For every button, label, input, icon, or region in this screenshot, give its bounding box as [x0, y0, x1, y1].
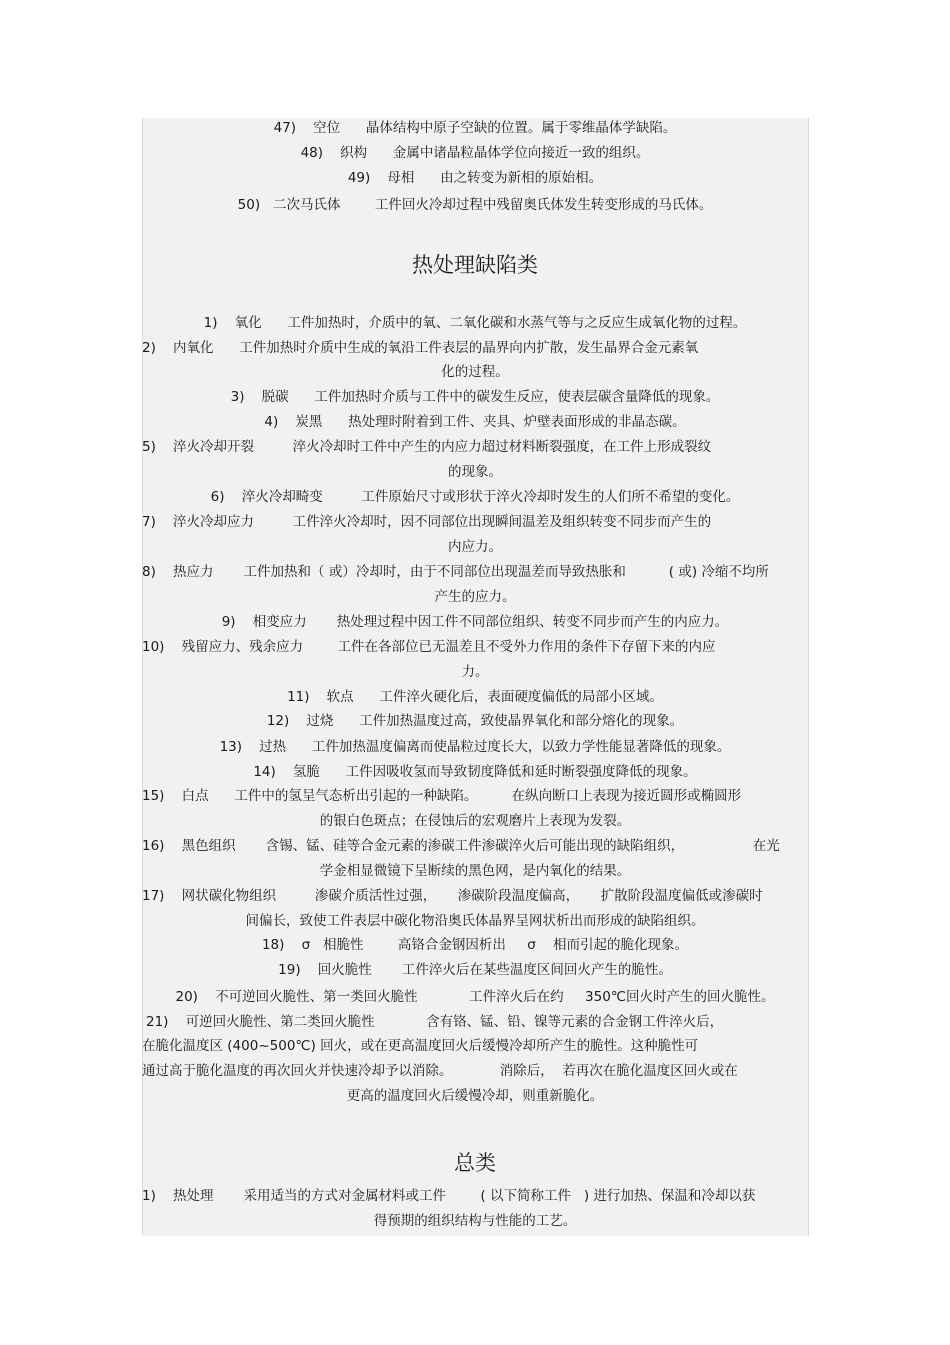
- defect-line: 通过高于脆化温度的再次回火并快速冷却予以消除。 消除后， 若再次在脆化温度区回火或在: [142, 1063, 738, 1079]
- defect-line: 更高的温度回火后缓慢冷却，则重新脆化。: [346, 1088, 604, 1104]
- defect-line: 力。: [461, 664, 489, 680]
- defect-line: 9) 相变应力 热处理过程中因工件不同部位组织、转变不同步而产生的内应力。: [221, 614, 729, 630]
- defect-line: 13) 过热 工件加热温度偏离而使晶粒过度长大，以致力学性能显著降低的现象。: [219, 739, 731, 755]
- defect-line: 10) 残留应力、残余应力 工件在各部位已无温差且不受外力作用的条件下存留下来的内应: [142, 639, 716, 655]
- defect-line: 在脆化温度区 (400~500℃) 回火，或在更高温度回火后缓慢冷却所产生的脆性。这种脆性可: [142, 1038, 699, 1054]
- general-line: 得预期的组织结构与性能的工艺。: [373, 1213, 577, 1229]
- defect-line: 8) 热应力 工件加热和（ 或）冷却时，由于不同部位出现温差而导致热胀和 ( 或) 冷缩不均所: [142, 564, 769, 580]
- defect-line: 19) 回火脆性 工件淬火后在某些温度区间回火产生的脆性。: [278, 962, 672, 978]
- entry-49: 49) 母相 由之转变为新相的原始相。: [347, 170, 603, 186]
- entry-50: 50) 二次马氏体 工件回火冷却过程中残留奥氏体发生转变形成的马氏体。: [237, 197, 713, 213]
- defect-line: 5) 淬火冷却开裂 淬火冷却时工件中产生的内应力超过材料断裂强度，在工件上形成裂纹: [142, 439, 712, 455]
- defect-line: 4) 炭黑 热处理时附着到工件、夹具、炉壁表面形成的非晶态碳。: [264, 414, 686, 430]
- defect-line: 内应力。: [448, 539, 502, 555]
- defect-line: 间偏长，致使工件表层中碳化物沿奥氏体晶界呈网状析出而形成的缺陷组织。: [245, 913, 705, 929]
- defect-line: 12) 过烧 工件加热温度过高，致使晶界氧化和部分熔化的现象。: [266, 713, 684, 729]
- defect-line: 14) 氢脆 工件因吸收氢而导致韧度降低和延时断裂强度降低的现象。: [253, 764, 697, 780]
- entry-48: 48) 织构 金属中诸晶粒晶体学位向接近一致的组织。: [300, 145, 650, 161]
- defect-line: 产生的应力。: [434, 589, 516, 605]
- defect-line: 的银白色斑点；在侵蚀后的宏观磨片上表现为发裂。: [319, 813, 631, 829]
- section-heading-defects: 热处理缺陷类: [412, 253, 538, 277]
- defect-line: 6) 淬火冷却畸变 工件原始尺寸或形状于淬火冷却时发生的人们所不希望的变化。: [210, 489, 740, 505]
- general-line: 1) 热处理 采用适当的方式对金属材料或工件 ( 以下简称工件 ) 进行加热、保温和冷却以获: [142, 1188, 756, 1204]
- defect-line: 3) 脱碳 工件加热时介质与工件中的碳发生反应，使表层碳含量降低的现象。: [230, 389, 720, 405]
- defect-line: 7) 淬火冷却应力 工件淬火冷却时，因不同部位出现瞬间温差及组织转变不同步而产生的: [142, 514, 712, 530]
- defect-line: 21) 可逆回火脆性、第二类回火脆性 含有铬、锰、铅、镍等元素的合金钢工件淬火后，: [146, 1014, 724, 1030]
- defect-line: 17) 网状碳化物组织 渗碳介质活性过强， 渗碳阶段温度偏高， 扩散阶段温度偏低或渗碳时: [142, 888, 763, 904]
- defect-line: 11) 软点 工件淬火硬化后，表面硬度偏低的局部小区域。: [287, 689, 663, 705]
- defect-line: 1) 氧化 工件加热时，介质中的氧、二氧化碳和水蒸气等与之反应生成氧化物的过程。: [203, 315, 747, 331]
- defect-line: 16) 黑色组织 含锡、锰、硅等合金元素的渗碳工件渗碳淬火后可能出现的缺陷组织， 在光: [142, 838, 780, 854]
- entry-47: 47) 空位 晶体结构中原子空缺的位置。属于零维晶体学缺陷。: [273, 120, 677, 136]
- defect-line: 20) 不可逆回火脆性、第一类回火脆性 工件淬火后在约 350℃回火时产生的回火脆性。: [175, 989, 775, 1005]
- defect-line: 学金相显微镜下呈断续的黑色网，是内氧化的结果。: [319, 863, 631, 879]
- section-heading-general: 总类: [454, 1151, 496, 1175]
- defect-line: 15) 白点 工件中的氢呈气态析出引起的一种缺陷。 在纵向断口上表现为接近圆形或椭圆形: [142, 788, 742, 804]
- defect-line: 18) σ 相脆性 高铬合金钢因析出 σ 相而引起的脆化现象。: [261, 937, 689, 953]
- defect-line: 化的过程。: [441, 364, 509, 380]
- defect-line: 的现象。: [448, 464, 502, 480]
- defect-line: 2) 内氧化 工件加热时介质中生成的氧沿工件表层的晶界向内扩散，发生晶界合金元素氧: [142, 340, 699, 356]
